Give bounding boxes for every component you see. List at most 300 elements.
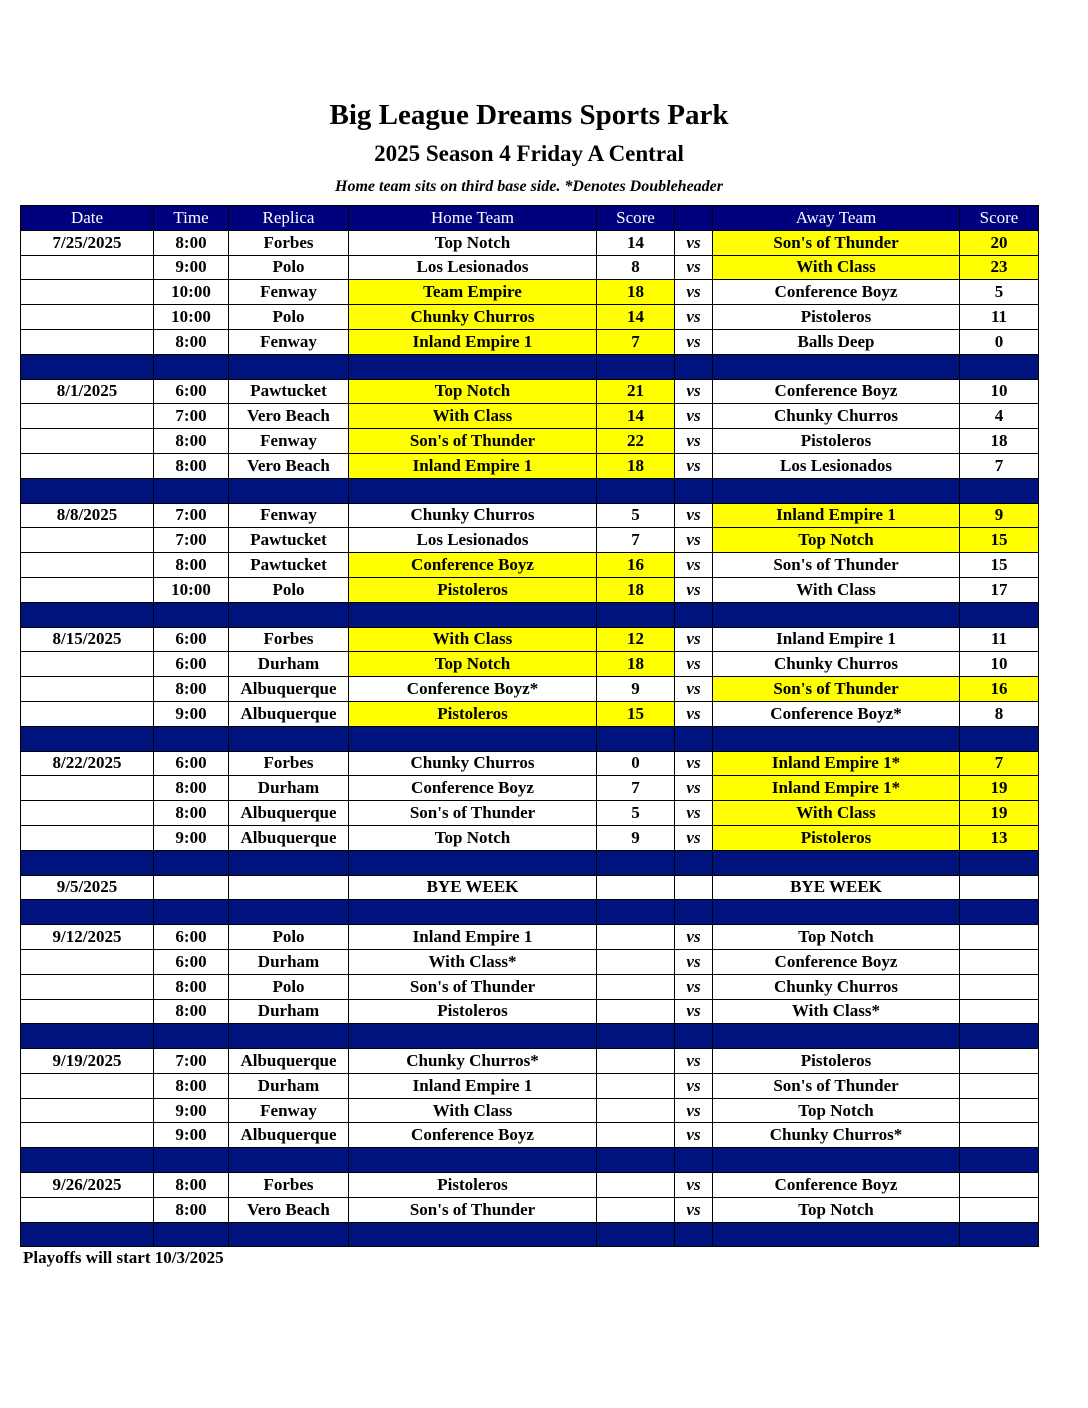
vs-label: vs [675, 677, 713, 702]
game-time: 7:00 [154, 1049, 229, 1074]
away-team: Conference Boyz* [713, 701, 960, 726]
home-score: 14 [597, 230, 675, 255]
home-score: 7 [597, 528, 675, 553]
home-team: With Class [349, 627, 597, 652]
header-away-team: Away Team [713, 206, 960, 231]
game-row [21, 255, 1039, 280]
home-team: Top Notch [349, 379, 597, 404]
away-team: Top Notch [713, 925, 960, 950]
game-date [21, 652, 154, 677]
week-separator [21, 1024, 1039, 1049]
week-separator [21, 1148, 1039, 1173]
separator-cell [675, 1148, 713, 1173]
separator-cell [229, 602, 349, 627]
separator-cell [349, 1222, 597, 1247]
vs-label: vs [675, 280, 713, 305]
away-score [960, 925, 1039, 950]
game-replica: Durham [229, 999, 349, 1024]
separator-cell [21, 354, 154, 379]
home-score [597, 925, 675, 950]
separator-cell [21, 478, 154, 503]
separator-cell [960, 1148, 1039, 1173]
home-score: 5 [597, 503, 675, 528]
game-row [21, 627, 1039, 652]
game-replica: Polo [229, 577, 349, 602]
home-team: Pistoleros [349, 577, 597, 602]
vs-label: vs [675, 379, 713, 404]
game-time: 8:00 [154, 553, 229, 578]
away-team: Pistoleros [713, 825, 960, 850]
header-home-team: Home Team [349, 206, 597, 231]
away-score: 8 [960, 701, 1039, 726]
separator-cell [349, 1148, 597, 1173]
game-replica: Vero Beach [229, 1197, 349, 1222]
separator-cell [229, 1148, 349, 1173]
vs-label: vs [675, 1173, 713, 1198]
game-date [21, 1073, 154, 1098]
vs-label: vs [675, 652, 713, 677]
game-replica: Albuquerque [229, 801, 349, 826]
game-time: 7:00 [154, 528, 229, 553]
home-team: Inland Empire 1 [349, 1073, 597, 1098]
game-replica: Fenway [229, 329, 349, 354]
away-team: Conference Boyz [713, 1173, 960, 1198]
game-row [21, 553, 1039, 578]
separator-cell [154, 1024, 229, 1049]
separator-cell [349, 726, 597, 751]
home-team: Son's of Thunder [349, 801, 597, 826]
game-replica: Durham [229, 776, 349, 801]
game-date [21, 825, 154, 850]
game-date [21, 280, 154, 305]
home-team: Top Notch [349, 230, 597, 255]
away-score [960, 999, 1039, 1024]
away-score: 19 [960, 776, 1039, 801]
home-team: With Class [349, 404, 597, 429]
away-score: 10 [960, 379, 1039, 404]
separator-cell [675, 478, 713, 503]
away-team: Chunky Churros [713, 974, 960, 999]
game-date: 8/1/2025 [21, 379, 154, 404]
game-row [21, 999, 1039, 1024]
separator-cell [675, 602, 713, 627]
game-date [21, 329, 154, 354]
game-date [21, 453, 154, 478]
separator-cell [713, 1148, 960, 1173]
vs-label: vs [675, 1123, 713, 1148]
game-time: 6:00 [154, 627, 229, 652]
vs-label: vs [675, 1197, 713, 1222]
game-date [21, 255, 154, 280]
away-team: Inland Empire 1 [713, 503, 960, 528]
home-score [597, 1123, 675, 1148]
separator-cell [21, 1148, 154, 1173]
away-team: Chunky Churros* [713, 1123, 960, 1148]
game-time: 6:00 [154, 949, 229, 974]
separator-cell [675, 850, 713, 875]
away-team: Pistoleros [713, 305, 960, 330]
header-time: Time [154, 206, 229, 231]
game-row [21, 974, 1039, 999]
home-score: 9 [597, 677, 675, 702]
home-team: Conference Boyz* [349, 677, 597, 702]
game-replica: Forbes [229, 230, 349, 255]
vs-label: vs [675, 1049, 713, 1074]
vs-label: vs [675, 825, 713, 850]
game-time: 7:00 [154, 404, 229, 429]
vs-label: vs [675, 503, 713, 528]
game-time: 6:00 [154, 379, 229, 404]
game-date [21, 776, 154, 801]
game-date: 9/12/2025 [21, 925, 154, 950]
away-score: 15 [960, 528, 1039, 553]
vs-label: vs [675, 305, 713, 330]
separator-cell [21, 1222, 154, 1247]
header-date: Date [21, 206, 154, 231]
week-separator [21, 850, 1039, 875]
home-team: Chunky Churros* [349, 1049, 597, 1074]
game-replica: Vero Beach [229, 453, 349, 478]
home-team: Son's of Thunder [349, 429, 597, 454]
home-score [597, 1073, 675, 1098]
game-replica: Albuquerque [229, 677, 349, 702]
game-date: 8/15/2025 [21, 627, 154, 652]
separator-cell [349, 602, 597, 627]
away-team: BYE WEEK [713, 875, 960, 900]
away-team: Top Notch [713, 1098, 960, 1123]
page-subtitle: 2025 Season 4 Friday A Central [374, 141, 684, 166]
game-row [21, 801, 1039, 826]
week-separator [21, 726, 1039, 751]
game-date: 8/22/2025 [21, 751, 154, 776]
game-date [21, 701, 154, 726]
vs-label: vs [675, 528, 713, 553]
game-date [21, 949, 154, 974]
away-score [960, 1197, 1039, 1222]
game-time: 10:00 [154, 305, 229, 330]
away-score [960, 1098, 1039, 1123]
away-score: 23 [960, 255, 1039, 280]
separator-cell [597, 1024, 675, 1049]
separator-cell [960, 900, 1039, 925]
schedule-note: Home team sits on third base side. *Denotes Doubleheader [335, 178, 723, 195]
away-team: Son's of Thunder [713, 553, 960, 578]
home-team: Pistoleros [349, 701, 597, 726]
home-team: Inland Empire 1 [349, 329, 597, 354]
game-row [21, 429, 1039, 454]
game-date [21, 1197, 154, 1222]
game-replica: Durham [229, 949, 349, 974]
separator-cell [960, 1024, 1039, 1049]
week-separator [21, 478, 1039, 503]
game-replica: Albuquerque [229, 1123, 349, 1148]
game-time: 8:00 [154, 801, 229, 826]
away-team: Son's of Thunder [713, 230, 960, 255]
home-team: BYE WEEK [349, 875, 597, 900]
separator-cell [675, 1222, 713, 1247]
game-row [21, 305, 1039, 330]
game-time: 8:00 [154, 329, 229, 354]
separator-cell [675, 1024, 713, 1049]
home-score [597, 999, 675, 1024]
header-away-score: Score [960, 206, 1039, 231]
separator-cell [229, 900, 349, 925]
week-separator [21, 354, 1039, 379]
home-team: Chunky Churros [349, 305, 597, 330]
separator-cell [713, 478, 960, 503]
separator-cell [229, 354, 349, 379]
away-score [960, 1073, 1039, 1098]
game-replica: Fenway [229, 429, 349, 454]
game-replica: Forbes [229, 627, 349, 652]
game-replica: Albuquerque [229, 701, 349, 726]
separator-cell [597, 354, 675, 379]
away-score [960, 949, 1039, 974]
game-date: 9/5/2025 [21, 875, 154, 900]
separator-cell [349, 850, 597, 875]
vs-label: vs [675, 255, 713, 280]
home-score [597, 949, 675, 974]
game-date [21, 1123, 154, 1148]
vs-label: vs [675, 751, 713, 776]
game-row [21, 1098, 1039, 1123]
header-vs [675, 206, 713, 231]
game-replica: Fenway [229, 1098, 349, 1123]
home-score: 22 [597, 429, 675, 454]
home-team: Los Lesionados [349, 528, 597, 553]
vs-label: vs [675, 404, 713, 429]
home-score [597, 1173, 675, 1198]
game-replica: Polo [229, 925, 349, 950]
away-team: Conference Boyz [713, 379, 960, 404]
schedule-table [20, 205, 1039, 1247]
away-team: Inland Empire 1* [713, 776, 960, 801]
game-row [21, 751, 1039, 776]
separator-cell [21, 1024, 154, 1049]
game-replica: Polo [229, 255, 349, 280]
game-replica: Polo [229, 974, 349, 999]
game-row [21, 1197, 1039, 1222]
separator-cell [229, 478, 349, 503]
away-score: 5 [960, 280, 1039, 305]
away-score: 16 [960, 677, 1039, 702]
separator-cell [675, 726, 713, 751]
separator-cell [713, 602, 960, 627]
game-date [21, 1098, 154, 1123]
game-row [21, 925, 1039, 950]
away-team: Inland Empire 1* [713, 751, 960, 776]
away-score [960, 974, 1039, 999]
separator-cell [597, 1148, 675, 1173]
away-team: Top Notch [713, 528, 960, 553]
separator-cell [597, 602, 675, 627]
vs-label: vs [675, 776, 713, 801]
separator-cell [713, 354, 960, 379]
separator-cell [597, 726, 675, 751]
game-time: 9:00 [154, 1123, 229, 1148]
vs-label: vs [675, 974, 713, 999]
home-score: 18 [597, 453, 675, 478]
week-separator [21, 602, 1039, 627]
vs-label: vs [675, 1098, 713, 1123]
game-row [21, 652, 1039, 677]
game-replica: Albuquerque [229, 825, 349, 850]
away-score: 7 [960, 453, 1039, 478]
game-time: 8:00 [154, 999, 229, 1024]
separator-cell [154, 602, 229, 627]
game-date [21, 528, 154, 553]
home-score: 0 [597, 751, 675, 776]
home-team: Son's of Thunder [349, 1197, 597, 1222]
game-date [21, 974, 154, 999]
separator-cell [960, 478, 1039, 503]
home-score: 15 [597, 701, 675, 726]
separator-cell [960, 602, 1039, 627]
home-team: Son's of Thunder [349, 974, 597, 999]
game-row [21, 379, 1039, 404]
separator-cell [154, 900, 229, 925]
vs-label: vs [675, 701, 713, 726]
home-team: Conference Boyz [349, 553, 597, 578]
game-row [21, 875, 1039, 900]
away-team: Pistoleros [713, 429, 960, 454]
game-row [21, 453, 1039, 478]
away-team: Balls Deep [713, 329, 960, 354]
away-score: 13 [960, 825, 1039, 850]
away-team: Son's of Thunder [713, 677, 960, 702]
game-date [21, 404, 154, 429]
game-replica: Polo [229, 305, 349, 330]
separator-cell [21, 726, 154, 751]
separator-cell [154, 1148, 229, 1173]
game-row [21, 528, 1039, 553]
game-time: 8:00 [154, 776, 229, 801]
home-score [597, 1049, 675, 1074]
home-score [597, 1098, 675, 1123]
separator-cell [713, 900, 960, 925]
game-time: 7:00 [154, 503, 229, 528]
game-time: 9:00 [154, 701, 229, 726]
away-team: With Class [713, 577, 960, 602]
game-replica: Fenway [229, 280, 349, 305]
away-score: 11 [960, 305, 1039, 330]
separator-cell [154, 850, 229, 875]
away-score [960, 1123, 1039, 1148]
separator-cell [597, 1222, 675, 1247]
game-row [21, 1049, 1039, 1074]
game-row [21, 677, 1039, 702]
separator-cell [229, 850, 349, 875]
schedule-body [21, 230, 1039, 1247]
page-title: Big League Dreams Sports Park [329, 99, 729, 131]
home-team: Conference Boyz [349, 1123, 597, 1148]
separator-cell [349, 354, 597, 379]
game-time [154, 875, 229, 900]
game-time: 9:00 [154, 825, 229, 850]
game-time: 10:00 [154, 577, 229, 602]
away-team: Son's of Thunder [713, 1073, 960, 1098]
vs-label [675, 875, 713, 900]
home-team: Los Lesionados [349, 255, 597, 280]
game-time: 8:00 [154, 1173, 229, 1198]
game-date [21, 999, 154, 1024]
game-row [21, 949, 1039, 974]
home-team: With Class* [349, 949, 597, 974]
vs-label: vs [675, 429, 713, 454]
game-row [21, 701, 1039, 726]
home-team: Top Notch [349, 825, 597, 850]
away-score [960, 1173, 1039, 1198]
separator-cell [21, 602, 154, 627]
away-team: Conference Boyz [713, 280, 960, 305]
home-score: 9 [597, 825, 675, 850]
game-replica: Durham [229, 652, 349, 677]
game-replica: Pawtucket [229, 528, 349, 553]
away-team: Chunky Churros [713, 652, 960, 677]
home-score: 8 [597, 255, 675, 280]
home-score: 5 [597, 801, 675, 826]
game-date: 9/19/2025 [21, 1049, 154, 1074]
away-team: With Class* [713, 999, 960, 1024]
away-score: 11 [960, 627, 1039, 652]
separator-cell [349, 478, 597, 503]
away-score: 9 [960, 503, 1039, 528]
away-score: 17 [960, 577, 1039, 602]
away-team: With Class [713, 801, 960, 826]
game-time: 8:00 [154, 230, 229, 255]
home-score: 7 [597, 329, 675, 354]
separator-cell [960, 1222, 1039, 1247]
game-time: 8:00 [154, 974, 229, 999]
away-team: Chunky Churros [713, 404, 960, 429]
separator-cell [229, 726, 349, 751]
home-score [597, 875, 675, 900]
game-replica: Vero Beach [229, 404, 349, 429]
game-time: 8:00 [154, 1073, 229, 1098]
away-score: 18 [960, 429, 1039, 454]
game-row [21, 1173, 1039, 1198]
home-team: Pistoleros [349, 1173, 597, 1198]
game-replica [229, 875, 349, 900]
away-score: 19 [960, 801, 1039, 826]
game-replica: Albuquerque [229, 1049, 349, 1074]
game-row [21, 825, 1039, 850]
separator-cell [154, 354, 229, 379]
week-separator [21, 900, 1039, 925]
home-score: 14 [597, 404, 675, 429]
home-score: 14 [597, 305, 675, 330]
away-score: 20 [960, 230, 1039, 255]
game-row [21, 1073, 1039, 1098]
separator-cell [229, 1024, 349, 1049]
game-time: 8:00 [154, 1197, 229, 1222]
home-score: 7 [597, 776, 675, 801]
home-team: Inland Empire 1 [349, 925, 597, 950]
home-team: With Class [349, 1098, 597, 1123]
game-time: 8:00 [154, 677, 229, 702]
vs-label: vs [675, 999, 713, 1024]
away-team: Los Lesionados [713, 453, 960, 478]
home-score: 16 [597, 553, 675, 578]
away-team: Conference Boyz [713, 949, 960, 974]
separator-cell [349, 1024, 597, 1049]
header-home-score: Score [597, 206, 675, 231]
home-score: 21 [597, 379, 675, 404]
home-team: Top Notch [349, 652, 597, 677]
separator-cell [154, 1222, 229, 1247]
vs-label: vs [675, 453, 713, 478]
game-replica: Forbes [229, 751, 349, 776]
